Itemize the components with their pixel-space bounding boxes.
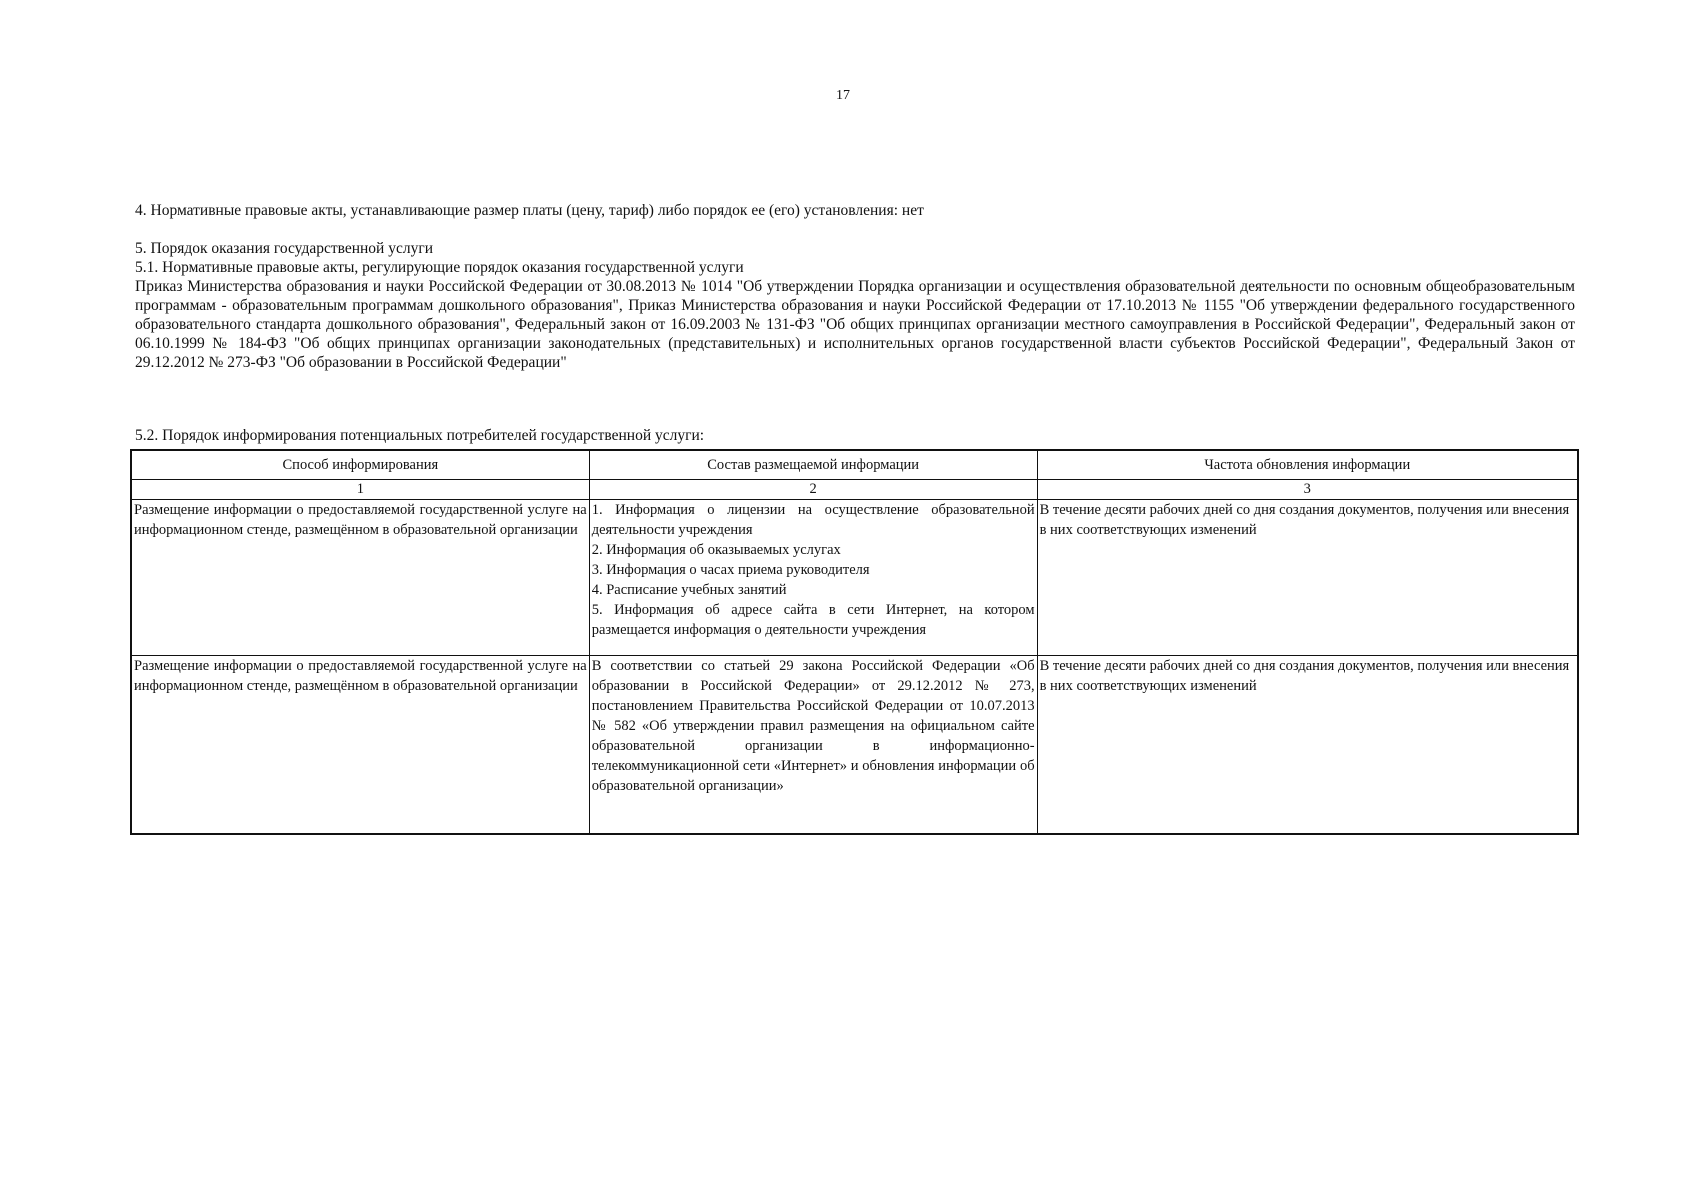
section-4-paragraph: 4. Нормативные правовые акты, устанавливающие размер платы (цену, тариф) либо порядок ее (его) установления: нет	[135, 202, 924, 219]
column-number-3: 3	[1037, 480, 1578, 500]
row-1-content	[589, 500, 1037, 656]
row-1-content-item: 1. Информация о лицензии на осуществление образовательной деятельности учреждения	[591, 502, 1035, 538]
row-1-content-item: 3. Информация о часах приема руководителя	[591, 562, 870, 578]
table-number-row	[131, 480, 1578, 500]
column-number-2: 2	[589, 480, 1037, 500]
section-5-title: 5. Порядок оказания государственной услуги	[135, 240, 433, 257]
section-5-2-title: 5.2. Порядок информирования потенциальных потребителей государственной услуги:	[135, 427, 705, 444]
row-2-content-item: В соответствии со статьей 29 закона Российской Федерации «Об образовании в Российской Федерации» от 29.12.2012 № 273, постановлением Правительства Российской Федерации от 10.07.2013 № 582 «Об утверждении правил размещения на официальном сайте образовательной организации в информационно-телекоммуникационной сети «Интернет» и обновления информации об образовательной организации»	[591, 658, 1035, 794]
row-2-content	[589, 656, 1037, 835]
page-number: 17	[836, 88, 850, 103]
header-frequency: Частота обновления информации	[1037, 450, 1578, 480]
row-2-frequency: В течение десяти рабочих дней со дня создания документов, получения или внесения в них соответствующих изменений	[1037, 656, 1578, 835]
table-header-row	[131, 450, 1578, 480]
section-5	[135, 239, 1575, 372]
information-table	[130, 449, 1579, 835]
row-1-content-item: 5. Информация об адресе сайта в сети Интернет, на котором размещается информация о деятельности учреждения	[591, 602, 1035, 638]
row-1-content-item: 2. Информация об оказываемых услугах	[591, 542, 841, 558]
row-1-method: Размещение информации о предоставляемой государственной услуге на информационном стенде, размещённом в образовательной организации	[131, 500, 589, 656]
row-1-content-item: 4. Расписание учебных занятий	[591, 582, 787, 598]
row-1-frequency: В течение десяти рабочих дней со дня создания документов, получения или внесения в них соответствующих изменений	[1037, 500, 1578, 656]
section-5-1-title: 5.1. Нормативные правовые акты, регулирующие порядок оказания государственной услуги	[135, 259, 744, 276]
section-5-1-text: Приказ Министерства образования и науки Российской Федерации от 30.08.2013 № 1014 "Об утверждении Порядка организации и осуществления образовательной деятельности по основным общеобразовательным программам - образовательным программам дошкольного образования", Приказ Министерства образования и науки Российской Федерации от 17.10.2013 № 1155 "Об утверждении федерального государственного образовательного стандарта дошкольного образования", Федеральный закон от 16.09.2003 № 131-ФЗ "Об общих принципах организации местного самоуправления в Российской Федерации", Федеральный закон от 06.10.1999 № 184-ФЗ "Об общих принципах организации законодательных (представительных) и исполнительных органов государственной власти субъектов Российской Федерации", Федеральный Закон от 29.12.2012 № 273-ФЗ "Об образовании в Российской Федерации"	[135, 278, 1575, 371]
header-content: Состав размещаемой информации	[589, 450, 1037, 480]
table-row	[131, 656, 1578, 835]
table-row	[131, 500, 1578, 656]
header-method: Способ информирования	[131, 450, 589, 480]
row-2-method: Размещение информации о предоставляемой государственной услуге на информационном стенде, размещённом в образовательной организации	[131, 656, 589, 835]
column-number-1: 1	[131, 480, 589, 500]
